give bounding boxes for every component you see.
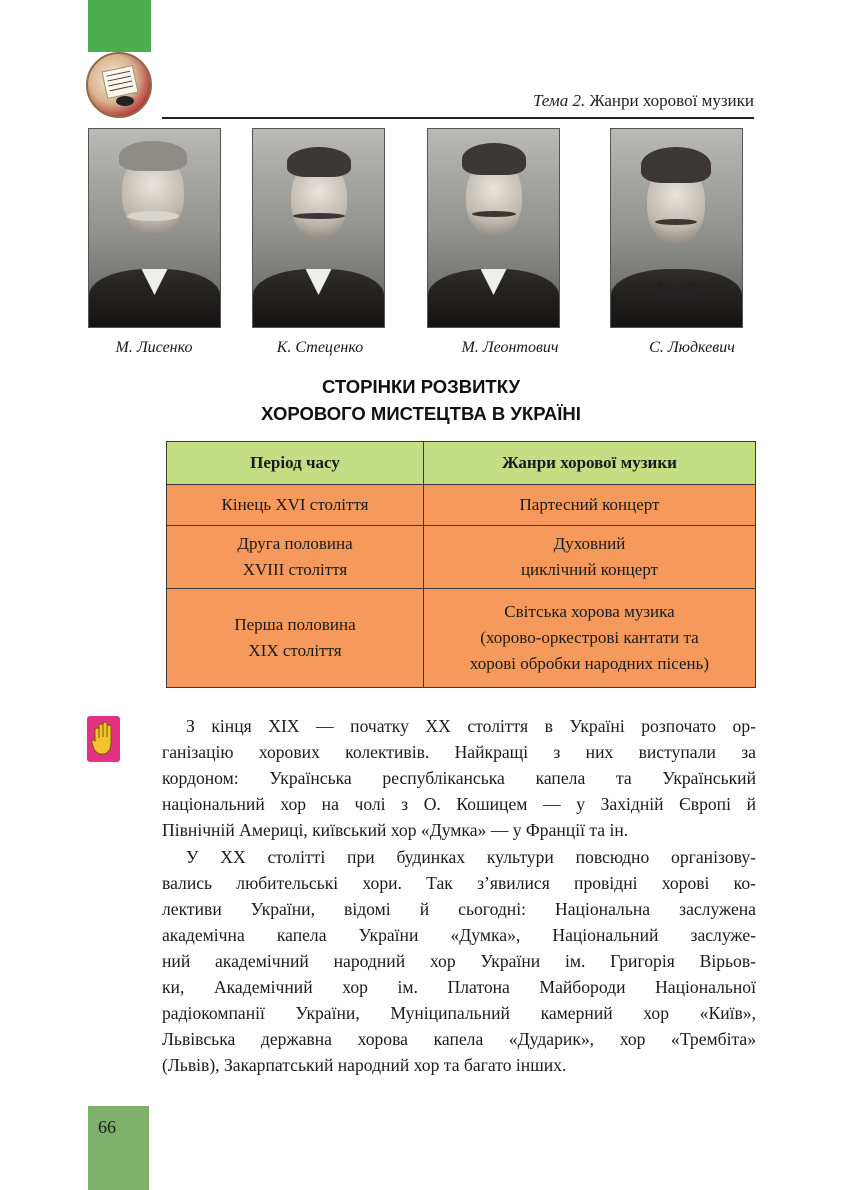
table-row [167, 485, 756, 526]
table-header-row [167, 442, 756, 485]
caption-liudkevych: С. Людкевич [649, 339, 735, 356]
column-header-period: Період часу [167, 442, 424, 485]
music-sheet-logo-icon [86, 52, 152, 118]
portrait-lysenko [88, 128, 221, 328]
section-title-line-2: ХОРОВОГО МИСТЕЦТВА В УКРАЇНІ [261, 403, 581, 424]
top-green-tab [88, 0, 151, 52]
development-table [166, 441, 756, 688]
caption-lysenko: М. Лисенко [115, 339, 193, 356]
genre-cell: Духовний циклічний концерт [424, 526, 756, 589]
caption-leontovych: М. Леонтович [461, 339, 559, 356]
period-cell: Кінець XVI століття [167, 485, 424, 526]
table-row [167, 526, 756, 589]
table-row [167, 589, 756, 688]
topic-label: Тема 2. [532, 91, 586, 110]
section-title-line-1: СТОРІНКИ РОЗВИТКУ [322, 376, 520, 397]
section-title [0, 373, 842, 427]
caption-stetsenko: К. Стеценко [276, 339, 364, 356]
paragraph-twentieth-century: У XX столітті при будинках культури повсюдно організову- вались любительські хори. Так з’явилися провідні хорові ко- лективи України, відомі й сьогодні: Національна заслужена академічна капела України «Думка», Національний заслуже- ний академічний народний хор України ім. Григорія Вірьов- ки, Академічний хор ім. Платона Майбороди Національної радіокомпанії України, Муніципальний камерний хор «Київ», Львівська державна хорова капела «Дударик», хор «Трембіта» (Львів), Закарпатський народний хор та багато інших. [162, 847, 756, 1075]
paragraph-choirs-abroad: З кінця XIX — початку XX століття в Україні розпочато ор- ганізацію хорових колективів. Найкращі з них виступали за кордоном: Українська республіканська капела та Український національний хор на чолі з О. Кошицем — у Західній Європі й Північній Америці, київський хор «Думка» — у Франції та ін. [162, 716, 756, 840]
portrait-stetsenko [252, 128, 385, 328]
column-header-genres: Жанри хорової музики [424, 442, 756, 485]
genre-cell: Партесний концерт [424, 485, 756, 526]
page-number: 66 [98, 1117, 116, 1137]
genre-cell: Світська хорова музика (хорово-оркестрові кантати та хорові обробки народних пісень) [424, 589, 756, 688]
stop-hand-icon [87, 716, 120, 762]
running-header [533, 91, 754, 111]
period-cell: Друга половина XVIII століття [167, 526, 424, 589]
portrait-liudkevych [610, 128, 743, 328]
period-cell: Перша половина XIX століття [167, 589, 424, 688]
header-rule [162, 117, 754, 119]
portrait-leontovych [427, 128, 560, 328]
topic-title: Жанри хорової музики [589, 91, 754, 110]
